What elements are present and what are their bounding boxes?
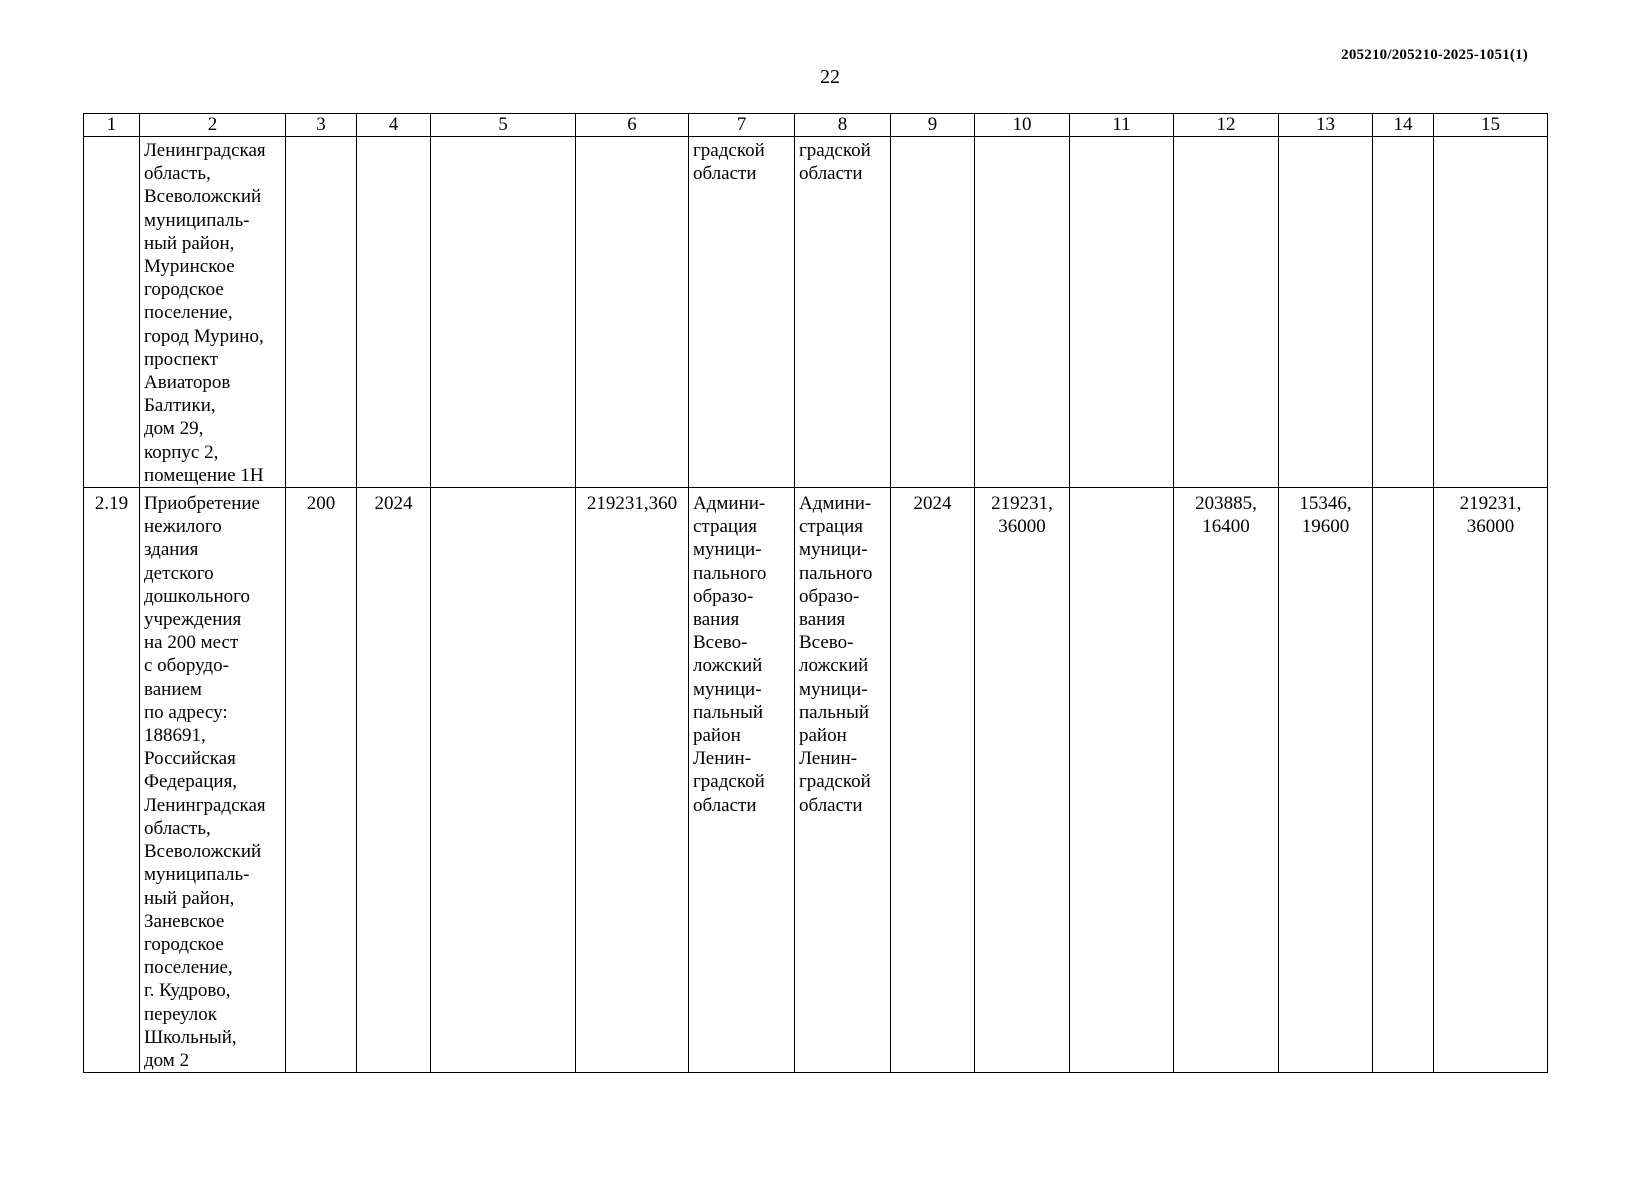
cell-col-13: 15346, 19600 (1279, 488, 1373, 1073)
cell-col-10 (975, 137, 1070, 488)
column-header-15: 15 (1434, 114, 1548, 137)
cell-object-description: Ленинградская область, Всеволожский муниципаль- ный район, Муринское городское поселение, город Мурино, проспект Авиаторов Балтики, дом 29, корпус 2, помещение 1Н (140, 137, 286, 488)
column-header-6: 6 (576, 114, 689, 137)
cell-col-11 (1070, 137, 1174, 488)
table-row (84, 488, 1548, 1073)
cell-cost: 219231,360 (576, 488, 689, 1073)
cell-capacity: 200 (286, 488, 357, 1073)
column-header-12: 12 (1174, 114, 1279, 137)
cell-customer: Админи- страция муници- пального образо- вания Всево- ложский муници- пальный район Ленин- градской области (689, 488, 795, 1073)
column-header-8: 8 (795, 114, 891, 137)
cell-year (357, 137, 431, 488)
cell-col-9 (891, 137, 975, 488)
column-header-11: 11 (1070, 114, 1174, 137)
cell-col-15: 219231, 36000 (1434, 488, 1548, 1073)
cell-item-number (84, 137, 140, 488)
cell-col-14 (1373, 488, 1434, 1073)
column-header-4: 4 (357, 114, 431, 137)
cell-cost (576, 137, 689, 488)
document-registration-code: 205210/205210-2025-1051(1) (1341, 47, 1528, 63)
cell-capacity (286, 137, 357, 488)
cell-item-number: 2.19 (84, 488, 140, 1073)
cell-col-5 (431, 488, 576, 1073)
page-number: 22 (820, 66, 840, 88)
cell-col-11 (1070, 488, 1174, 1073)
cell-object-description: Приобретение нежилого здания детского дошкольного учреждения на 200 мест с оборудо- ванием по адресу: 188691, Российская Федерация, Ленинградская область, Всеволожский муниципаль- ный район, Заневское городское поселение, г. Кудрово, переулок Школьный, дом 2 (140, 488, 286, 1073)
column-header-9: 9 (891, 114, 975, 137)
column-header-14: 14 (1373, 114, 1434, 137)
column-header-7: 7 (689, 114, 795, 137)
cell-customer: градской области (689, 137, 795, 488)
column-number-row (84, 114, 1548, 137)
cell-developer: Админи- страция муници- пального образо- вания Всево- ложский муници- пальный район Ленин- градской области (795, 488, 891, 1073)
column-header-5: 5 (431, 114, 576, 137)
cell-col-15 (1434, 137, 1548, 488)
data-table (83, 113, 1548, 1073)
cell-col-10: 219231, 36000 (975, 488, 1070, 1073)
cell-col-13 (1279, 137, 1373, 488)
cell-year: 2024 (357, 488, 431, 1073)
cell-col-5 (431, 137, 576, 488)
cell-developer: градской области (795, 137, 891, 488)
cell-col-9: 2024 (891, 488, 975, 1073)
column-header-3: 3 (286, 114, 357, 137)
column-header-1: 1 (84, 114, 140, 137)
column-header-2: 2 (140, 114, 286, 137)
cell-col-14 (1373, 137, 1434, 488)
column-header-10: 10 (975, 114, 1070, 137)
cell-col-12 (1174, 137, 1279, 488)
table-row (84, 137, 1548, 488)
column-header-13: 13 (1279, 114, 1373, 137)
cell-col-12: 203885, 16400 (1174, 488, 1279, 1073)
